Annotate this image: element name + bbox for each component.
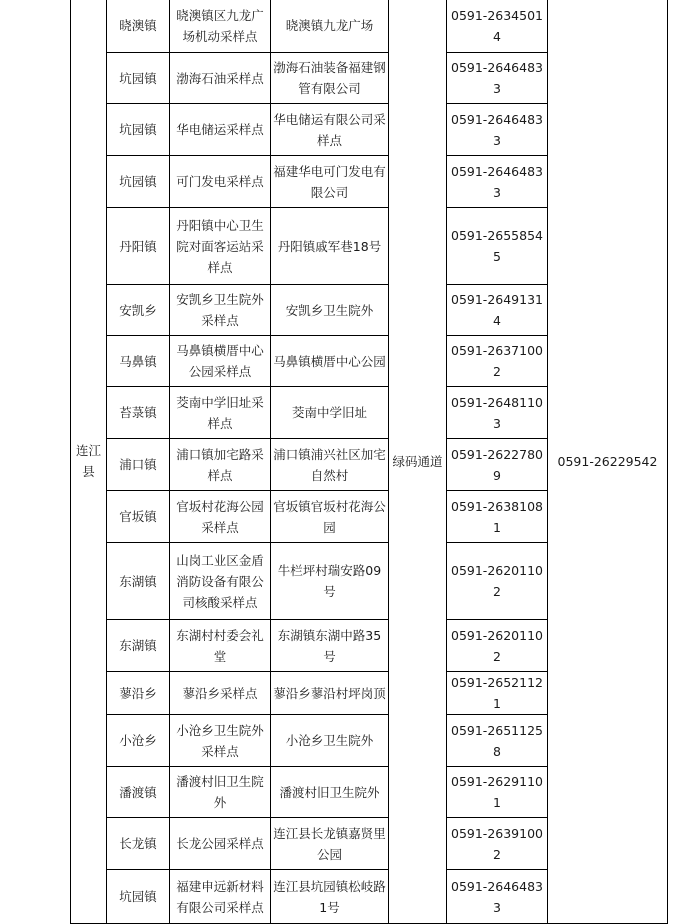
- site-cell: 安凯乡卫生院外采样点: [170, 285, 271, 336]
- address-cell: 潘渡村旧卫生院外: [271, 767, 389, 818]
- town-cell: 安凯乡: [107, 285, 170, 336]
- phone-cell: 0591-26201102: [447, 620, 548, 672]
- phone-cell: 0591-26521121: [447, 672, 548, 715]
- channel-cell: 绿码通道: [389, 0, 447, 924]
- site-cell: 丹阳镇中心卫生院对面客运站采样点: [170, 208, 271, 285]
- site-cell: 福建申远新材料有限公司采样点: [170, 870, 271, 924]
- site-cell: 小沧乡卫生院外采样点: [170, 715, 271, 767]
- site-cell: 长龙公园采样点: [170, 818, 271, 870]
- phone-cell: 0591-26464833: [447, 53, 548, 104]
- address-cell: 马鼻镇横厝中心公园: [271, 336, 389, 387]
- site-cell: 东湖村村委会礼堂: [170, 620, 271, 672]
- site-cell: 山岗工业区金盾消防设备有限公司核酸采样点: [170, 543, 271, 620]
- address-cell: 华电储运有限公司采样点: [271, 104, 389, 156]
- phone-cell: 0591-26381081: [447, 491, 548, 543]
- town-cell: 潘渡镇: [107, 767, 170, 818]
- address-cell: 连江县坑园镇松岐路1号: [271, 870, 389, 924]
- phone-cell: 0591-26291101: [447, 767, 548, 818]
- phone-cell: 0591-26345014: [447, 0, 548, 53]
- phone-cell: 0591-26558545: [447, 208, 548, 285]
- phone-cell: 0591-26464833: [447, 156, 548, 208]
- address-cell: 丹阳镇戚军巷18号: [271, 208, 389, 285]
- county-cell: 连江县: [71, 0, 107, 924]
- site-cell: 晓澳镇区九龙广场机动采样点: [170, 0, 271, 53]
- town-cell: 丹阳镇: [107, 208, 170, 285]
- address-cell: 小沧乡卫生院外: [271, 715, 389, 767]
- site-cell: 茭南中学旧址采样点: [170, 387, 271, 439]
- site-cell: 蓼沿乡采样点: [170, 672, 271, 715]
- phone-cell: 0591-26371002: [447, 336, 548, 387]
- site-cell: 马鼻镇横厝中心公园采样点: [170, 336, 271, 387]
- town-cell: 蓼沿乡: [107, 672, 170, 715]
- town-cell: 东湖镇: [107, 620, 170, 672]
- testing-sites-table: [70, 0, 668, 924]
- address-cell: 牛栏坪村瑞安路09号: [271, 543, 389, 620]
- site-cell: 浦口镇加宅路采样点: [170, 439, 271, 491]
- site-cell: 华电储运采样点: [170, 104, 271, 156]
- site-cell: 可门发电采样点: [170, 156, 271, 208]
- town-cell: 东湖镇: [107, 543, 170, 620]
- address-cell: 渤海石油装备福建钢管有限公司: [271, 53, 389, 104]
- address-cell: 晓澳镇九龙广场: [271, 0, 389, 53]
- site-cell: 渤海石油采样点: [170, 53, 271, 104]
- town-cell: 坑园镇: [107, 870, 170, 924]
- address-cell: 东湖镇东湖中路35号: [271, 620, 389, 672]
- town-cell: 小沧乡: [107, 715, 170, 767]
- phone-cell: 0591-26491314: [447, 285, 548, 336]
- town-cell: 坑园镇: [107, 104, 170, 156]
- phone-cell: 0591-26511258: [447, 715, 548, 767]
- table-body: [71, 0, 668, 924]
- town-cell: 坑园镇: [107, 53, 170, 104]
- town-cell: 苔菉镇: [107, 387, 170, 439]
- address-cell: 浦口镇浦兴社区加宅自然村: [271, 439, 389, 491]
- town-cell: 官坂镇: [107, 491, 170, 543]
- address-cell: 茭南中学旧址: [271, 387, 389, 439]
- phone-cell: 0591-26227809: [447, 439, 548, 491]
- address-cell: 安凯乡卫生院外: [271, 285, 389, 336]
- town-cell: 马鼻镇: [107, 336, 170, 387]
- town-cell: 坑园镇: [107, 156, 170, 208]
- phone-cell: 0591-26391002: [447, 818, 548, 870]
- phone-cell: 0591-26464833: [447, 104, 548, 156]
- town-cell: 浦口镇: [107, 439, 170, 491]
- site-cell: 潘渡村旧卫生院外: [170, 767, 271, 818]
- phone-cell: 0591-26464833: [447, 870, 548, 924]
- address-cell: 蓼沿乡蓼沿村坪岗顶: [271, 672, 389, 715]
- address-cell: 连江县长龙镇嘉贤里公园: [271, 818, 389, 870]
- phone-cell: 0591-26481103: [447, 387, 548, 439]
- town-cell: 晓澳镇: [107, 0, 170, 53]
- address-cell: 官坂镇官坂村花海公园: [271, 491, 389, 543]
- address-cell: 福建华电可门发电有限公司: [271, 156, 389, 208]
- hotline-cell: 0591-26229542: [548, 0, 668, 924]
- town-cell: 长龙镇: [107, 818, 170, 870]
- phone-cell: 0591-26201102: [447, 543, 548, 620]
- table-row: [71, 0, 668, 53]
- site-cell: 官坂村花海公园采样点: [170, 491, 271, 543]
